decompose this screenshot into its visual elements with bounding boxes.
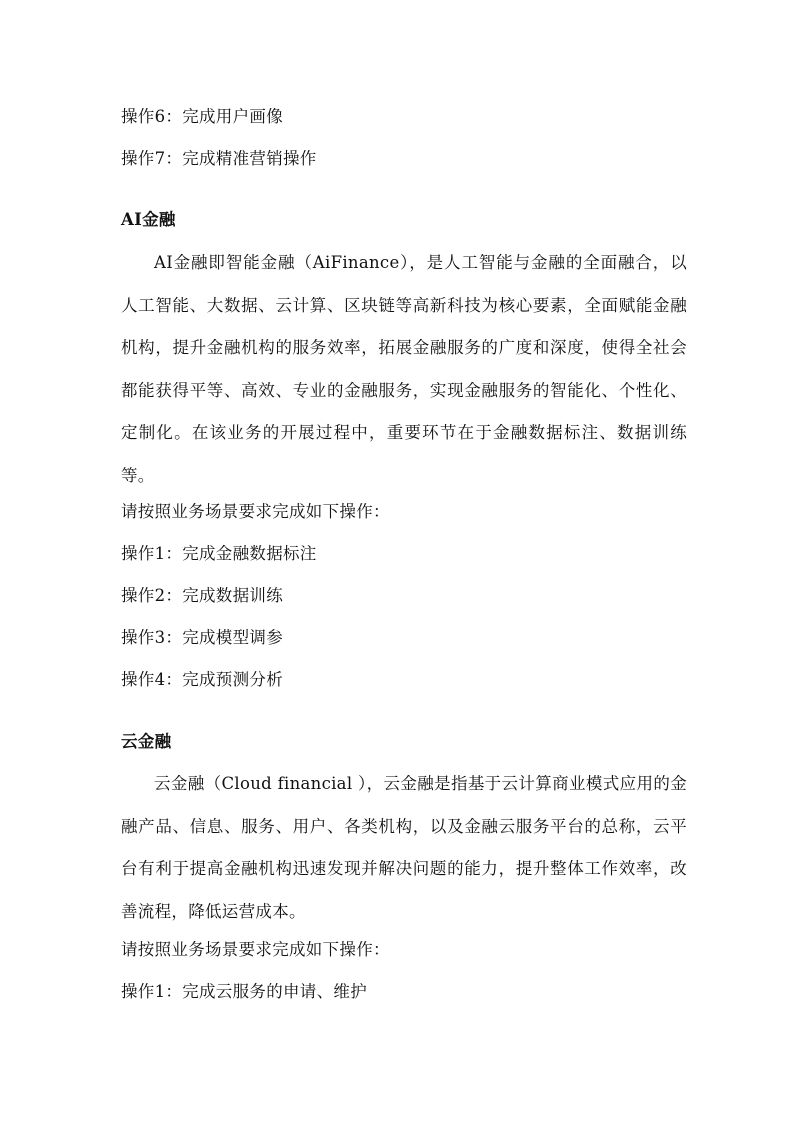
section-heading-cloud-finance: 云金融 <box>121 732 172 751</box>
operation-item: 操作7：完成精准营销操作 <box>121 149 317 168</box>
instruction-text: 请按照业务场景要求完成如下操作： <box>121 940 390 959</box>
operation-item: 操作3：完成模型调参 <box>121 628 283 647</box>
ai-finance-paragraph: AI金融即智能金融（AiFinance），是人工智能与金融的全面融合，以人工智能、大数据、云计算、区块链等高新科技为核心要素，全面赋能金融机构，提升金融机构的服务效率，拓展金融服务的广度和深度，使得全社会都能获得平等、高效、专业的金融服务，实现金融服务的智能化、个性化、定制化。在该业务的开展过程中，重要环节在于金融数据标注、数据训练等。 <box>121 253 687 485</box>
cloud-finance-paragraph: 云金融（Cloud financial ），云金融是指基于云计算商业模式应用的金融产品、信息、服务、用户、各类机构，以及金融云服务平台的总称，云平台有利于提高金融机构迅速发现并解决问题的能力，提升整体工作效率，改善流程，降低运营成本。 <box>121 774 687 921</box>
instruction-text: 请按照业务场景要求完成如下操作： <box>121 502 390 521</box>
operation-item: 操作1：完成云服务的申请、维护 <box>121 982 367 1001</box>
operation-item: 操作4：完成预测分析 <box>121 670 283 689</box>
operation-item: 操作1：完成金融数据标注 <box>121 544 317 563</box>
section-heading-ai-finance: AI金融 <box>121 210 176 229</box>
operation-item: 操作6：完成用户画像 <box>121 107 283 126</box>
operation-item: 操作2：完成数据训练 <box>121 586 283 605</box>
